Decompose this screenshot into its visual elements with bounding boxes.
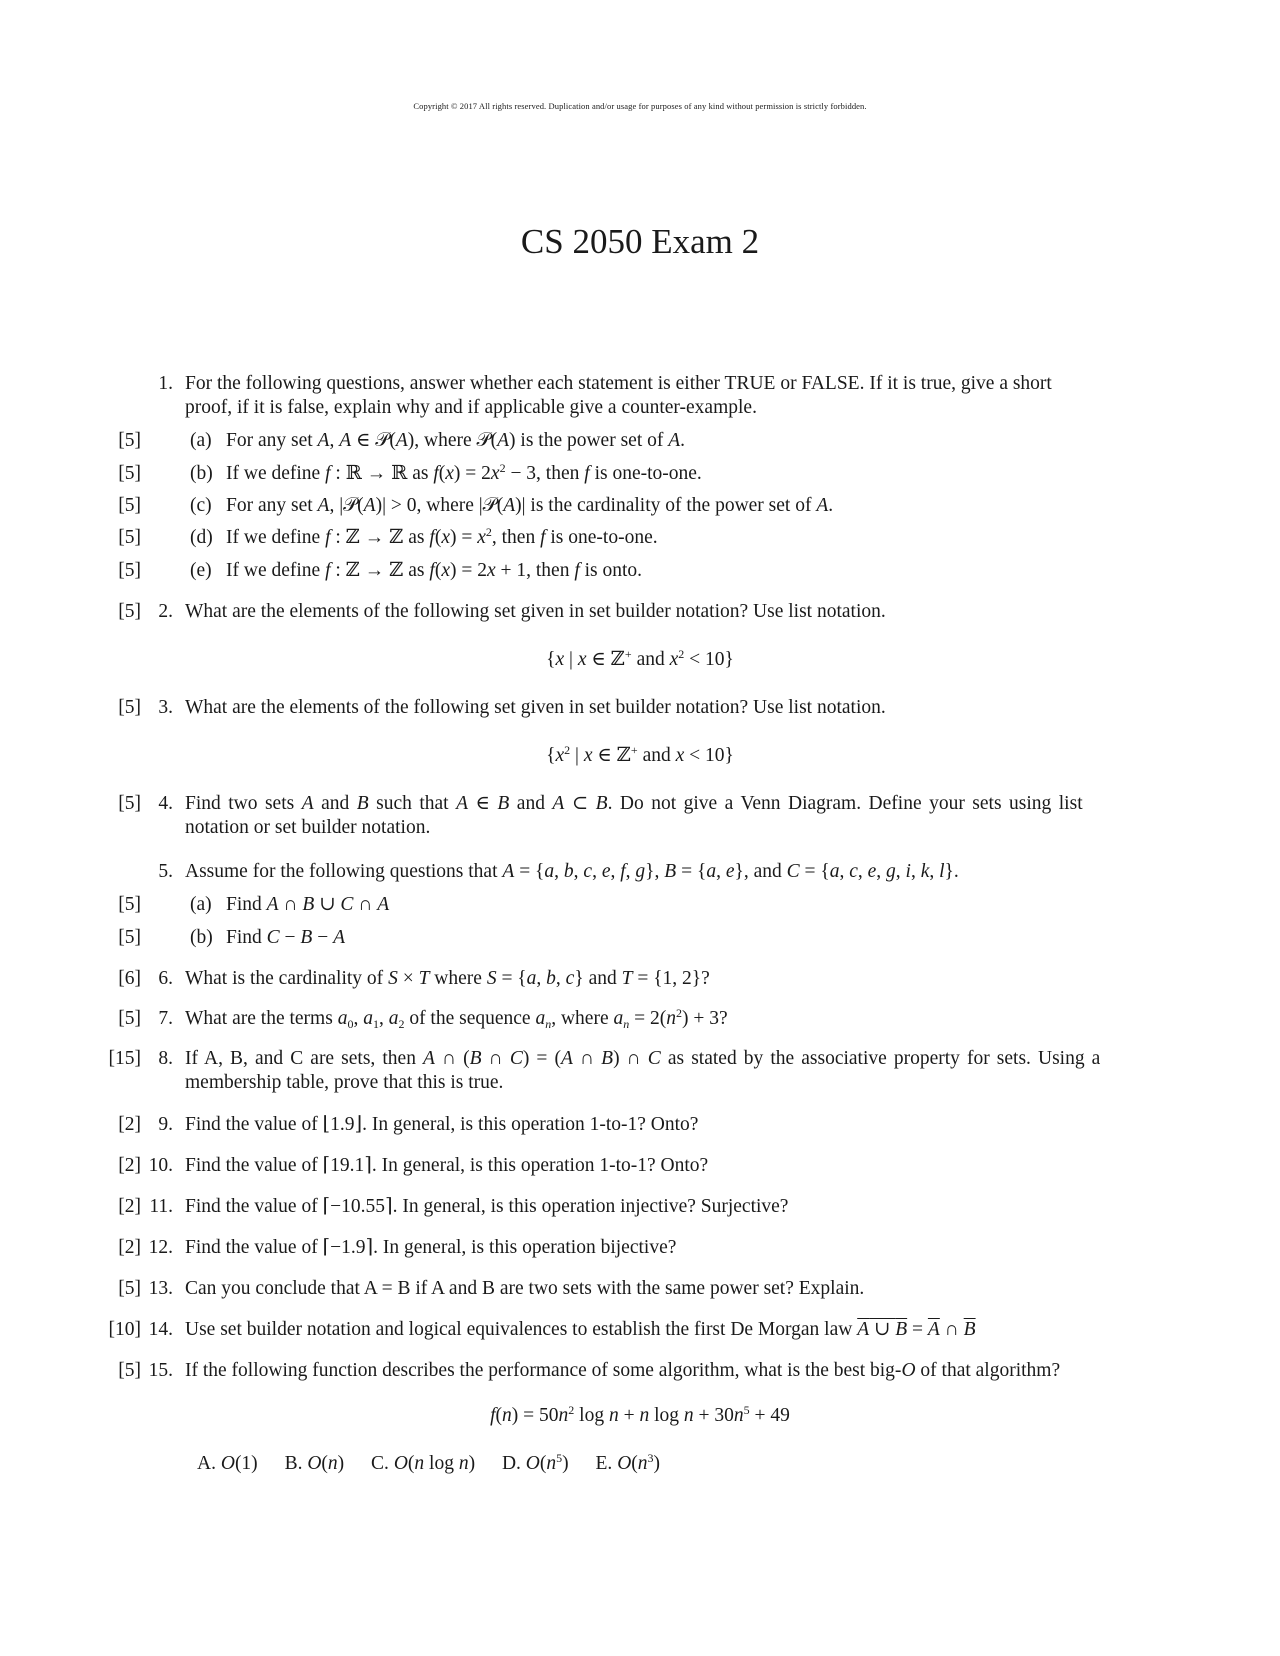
part-text: If we define f : ℤ → ℤ as f(x) = 2x + 1, then f is onto.: [226, 560, 643, 581]
points-label: [15]: [108, 1048, 141, 1069]
points-label: [5]: [118, 495, 141, 516]
part-label: (b): [190, 463, 213, 484]
question-text: Find two sets A and B such that A ∈ B and A ⊂ B. Do not give a Venn Diagram. Define your sets using list: [185, 793, 1083, 814]
question-number: 4.: [158, 793, 173, 814]
part-label: (d): [190, 527, 213, 548]
points-label: [5]: [118, 463, 141, 484]
points-label: [5]: [118, 894, 141, 915]
question-text: Can you conclude that A = B if A and B are two sets with the same power set? Explain.: [185, 1278, 865, 1299]
question-text: What is the cardinality of S × T where S = {a, b, c} and T = {1, 2}?: [185, 968, 710, 989]
set-builder-expression: {$x^2$ | x ∈ ℤ+ and x < 10}: [546, 743, 734, 766]
question-number: 14.: [148, 1319, 173, 1340]
function-expression: $f(n) = 50n^2$ log n + n $\log n + 30n^5 + 49$: [490, 1403, 790, 1426]
choice-d: D. $O(n^5)$: [501, 1451, 569, 1474]
part-text: Find A ∩ B ∪ C ∩ A: [226, 894, 390, 915]
points-label: [5]: [118, 927, 141, 948]
question-text: What are the elements of the following set given in set builder notation? Use list notation.: [185, 601, 886, 622]
question-text-line1: For the following questions, answer whether each statement is either TRUE or FALSE. If it is true, give a short: [185, 373, 1052, 394]
part-label: (e): [190, 560, 212, 581]
part-text: If we define f : ℤ → ℤ as $f(x) = x^2$, then f is one-to-one.: [226, 525, 658, 548]
part-text: If we define f : ℝ → ℝ as $f(x) = 2x^2 - 3$, then f is one-to-one.: [226, 461, 702, 484]
set-builder-expression: {x | x ∈ ℤ+ and $x^2 < 10$}: [546, 647, 734, 670]
exam-title: CS 2050 Exam 2: [520, 222, 760, 261]
question-number: 10.: [148, 1155, 173, 1176]
question-text: Find the value of ⌊1.9⌋. In general, is this operation 1-to-1? Onto?: [185, 1114, 699, 1135]
part-label: (c): [190, 495, 212, 516]
points-label: [5]: [118, 430, 141, 451]
points-label: [5]: [118, 697, 141, 718]
part-label: (a): [190, 894, 212, 915]
points-label: [2]: [118, 1237, 141, 1258]
question-number: 6.: [158, 968, 173, 989]
choice-c: C. O(n log n): [371, 1453, 476, 1474]
points-label: [6]: [118, 968, 141, 989]
copyright-notice: Copyright © 2017 All rights reserved. Duplication and/or usage for purposes of any kind without permission is strictly forbidden.: [413, 101, 867, 111]
question-text: What are the elements of the following set given in set builder notation? Use list notation.: [185, 697, 886, 718]
points-label: [5]: [118, 1360, 141, 1381]
question-text: Find the value of ⌈−10.55⌉. In general, is this operation injective? Surjective?: [185, 1196, 789, 1217]
question-text: Assume for the following questions that A = {a, b, c, e, f, g}, B = {a, e}, and C = {a, c, e, g, i, k, l}.: [185, 861, 959, 882]
part-text: For any set A, A ∈ 𝒫(A), where 𝒫(A) is the power set of A.: [226, 430, 686, 451]
question-number: 2.: [158, 601, 173, 622]
points-label: [5]: [118, 527, 141, 548]
part-text: Find C − B − A: [226, 927, 345, 948]
answer-choices: [197, 1453, 682, 1475]
question-text: If A, B, and C are sets, then A ∩ (B ∩ C) = (A ∩ B) ∩ C as stated by the associative property for sets. Using a: [185, 1048, 1101, 1069]
question-number: 1.: [158, 373, 173, 394]
part-text: For any set A, |𝒫(A)| > 0, where |𝒫(A)| is the cardinality of the power set of A.: [226, 495, 834, 516]
points-label: [5]: [118, 793, 141, 814]
question-text: Find the value of ⌈19.1⌉. In general, is this operation 1-to-1? Onto?: [185, 1155, 709, 1176]
question-text: What are the terms $a_0$, $a_1$, $a_2$ of the sequence $a_n$, where $a_n = 2(n^2) + 3$?: [185, 1006, 728, 1031]
choice-e: E. $O(n^3)$: [595, 1451, 661, 1474]
points-label: [5]: [118, 1008, 141, 1029]
question-number: 13.: [148, 1278, 173, 1299]
part-label: (a): [190, 430, 212, 451]
points-label: [2]: [118, 1114, 141, 1135]
question-text: If the following function describes the performance of some algorithm, what is the best big-O of that algorithm?: [185, 1360, 1061, 1381]
question-text: Find the value of ⌈−1.9⌉. In general, is this operation bijective?: [185, 1237, 677, 1258]
points-label: [2]: [118, 1155, 141, 1176]
question-number: 12.: [148, 1237, 173, 1258]
question-number: 9.: [158, 1114, 173, 1135]
points-label: [2]: [118, 1196, 141, 1217]
question-number: 8.: [158, 1048, 173, 1069]
question-4-line2: notation or set builder notation.: [185, 817, 431, 838]
points-label: [5]: [118, 1278, 141, 1299]
question-number: 11.: [149, 1196, 173, 1217]
question-number: 7.: [158, 1008, 173, 1029]
question-number: 5.: [158, 861, 173, 882]
points-label: [10]: [108, 1319, 141, 1340]
question-8-line2: membership table, prove that this is true.: [185, 1072, 504, 1093]
choice-a: A. O(1): [197, 1453, 258, 1474]
choice-b: B. O(n): [284, 1453, 345, 1474]
part-label: (b): [190, 927, 213, 948]
question-text: Use set builder notation and logical equivalences to establish the first De Morgan law A ∪ $B = \overline{A}$ ∩ $\overline{B}$: [185, 1319, 976, 1340]
question-number: 3.: [158, 697, 173, 718]
points-label: [5]: [118, 601, 141, 622]
question-number: 15.: [148, 1360, 173, 1381]
question-1-line2: proof, if it is false, explain why and if applicable give a counter-example.: [185, 397, 757, 418]
points-label: [5]: [118, 560, 141, 581]
